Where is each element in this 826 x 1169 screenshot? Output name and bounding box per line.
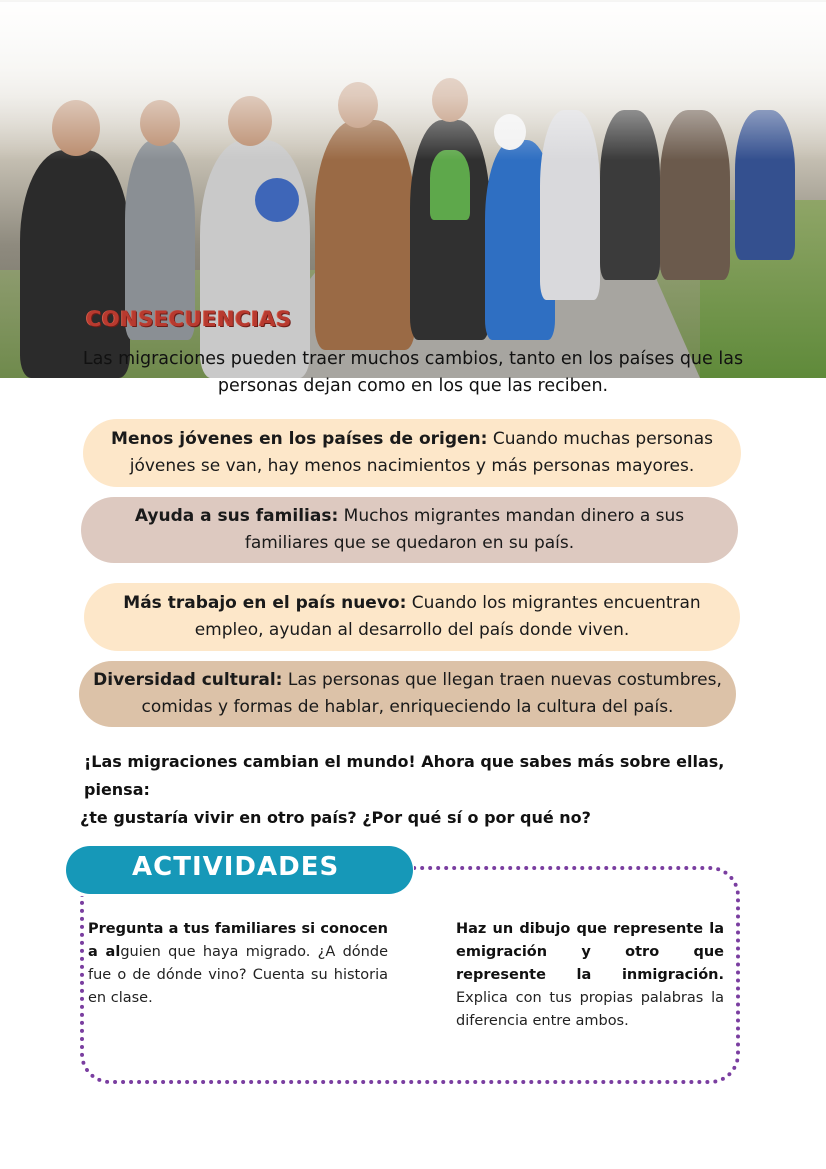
- card-term: Más trabajo en el país nuevo:: [123, 593, 407, 613]
- consequence-card: [83, 419, 741, 487]
- closing-line-2: ¿te gustaría vivir en otro país? ¿Por qué sí o por qué no?: [80, 808, 591, 827]
- card-text: Las personas que llegan traen nuevas costumbres, comidas y formas de hablar, enriqueciendo la cultura del país.: [141, 670, 722, 717]
- card-text: Cuando muchas personas jóvenes se van, hay menos nacimientos y más personas mayores.: [129, 429, 713, 476]
- closing-line-1: ¡Las migraciones cambian el mundo! Ahora que sabes más sobre ellas, piensa:: [84, 752, 725, 799]
- consequence-card: [79, 661, 736, 727]
- card-term: Ayuda a sus familias:: [134, 506, 339, 526]
- activities-header: [66, 846, 413, 894]
- card-term: Menos jóvenes en los países de origen:: [111, 429, 488, 449]
- activity-left-text: guien que haya migrado. ¿A dónde fue o de dónde vino? Cuenta su historia en clase.: [88, 944, 388, 1006]
- consequence-card: [84, 583, 740, 651]
- activity-left: [88, 918, 388, 1010]
- card-text: Cuando los migrantes encuentran empleo, ayudan al desarrollo del país donde viven.: [194, 593, 701, 640]
- card-term: Diversidad cultural:: [93, 670, 283, 690]
- closing-question: [80, 748, 760, 832]
- activity-right-text: Explica con tus propias palabras la diferencia entre ambos.: [456, 990, 724, 1029]
- activity-left-bold: Pregunta a tus familiares si conocen a al: [88, 921, 388, 960]
- card-text: Muchos migrantes mandan dinero a sus familiares que se quedaron en su país.: [244, 506, 685, 553]
- activity-right-bold: Haz un dibujo que represente la emigración y otro que represente la inmigración.: [456, 921, 724, 983]
- photo-fog: [0, 0, 826, 160]
- activities-title: ACTIVIDADES: [132, 852, 340, 882]
- section-title: CONSECUENCIAS: [86, 307, 292, 331]
- intro-text: Las migraciones pueden traer muchos cambios, tanto en los países que las personas dejan como en los que las reciben.: [82, 349, 744, 396]
- activity-right: [456, 918, 724, 1033]
- consequence-card: [81, 497, 738, 563]
